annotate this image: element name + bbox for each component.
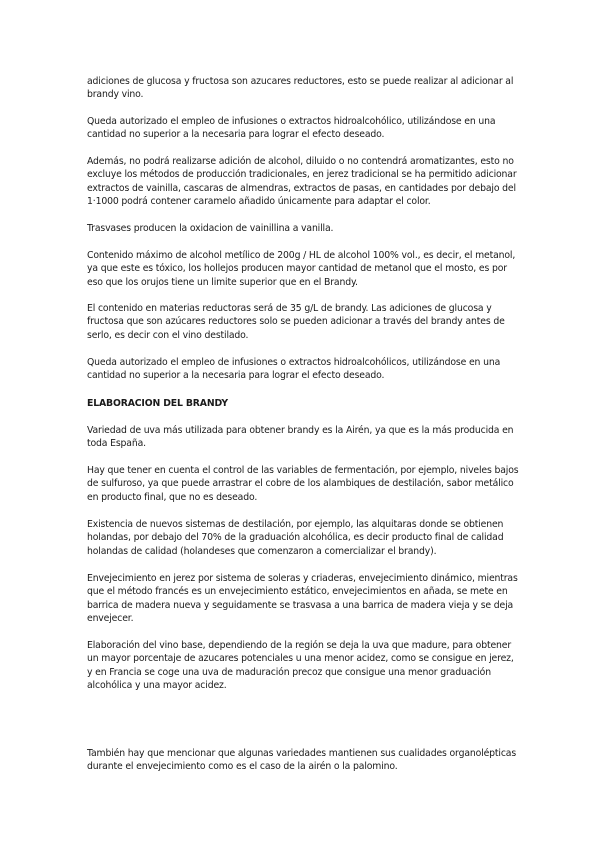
text-line: ya que este es tóxico, los hollejos producen mayor cantidad de metanol que el mosto, es por bbox=[87, 263, 507, 275]
text-line: brandy vino. bbox=[87, 89, 144, 101]
text-line: durante el envejecimiento como es el caso de la airén o la palomino. bbox=[87, 761, 398, 773]
text-line: que el método francés es un envejecimiento estático, envejecimientos en añada, se mete en bbox=[87, 586, 508, 598]
paragraph-reducing-matter bbox=[87, 302, 517, 342]
text-line: excluye los métodos de producción tradicionales, en jerez tradicional se ha permitido adicionar bbox=[87, 169, 517, 181]
text-line: Hay que tener en cuenta el control de las variables de fermentación, por ejemplo, niveles bajos bbox=[87, 465, 519, 476]
paragraph-varieties bbox=[87, 747, 517, 774]
text-line: Contenido máximo de alcohol metílico de 200g / HL de alcohol 100% vol., es decir, el metanol, bbox=[87, 250, 516, 261]
text-line: toda España. bbox=[87, 438, 146, 450]
text-line: eso que los orujos tiene un limite superior que en el Brandy. bbox=[87, 276, 358, 288]
paragraph-infusions-repeat bbox=[87, 356, 517, 383]
text-line: También hay que mencionar que algunas variedades mantienen sus cualidades organolépticas bbox=[87, 748, 517, 759]
paragraph-aging bbox=[87, 572, 517, 626]
text-line: holandas, por debajo del 70% de la graduación alcohólica, es decir producto final de calidad bbox=[87, 532, 504, 544]
text-line: Elaboración del vino base, dependiendo de la región se deja la uva que madure, para obtener bbox=[87, 640, 512, 651]
text-line: cantidad no superior a la necesaria para lograr el efecto deseado. bbox=[87, 370, 385, 382]
text-line: Variedad de uva más utilizada para obtener brandy es la Airén, ya que es la más producida en bbox=[87, 425, 514, 436]
text-line: El contenido en materias reductoras será de 35 g/L de brandy. Las adiciones de glucosa y bbox=[87, 303, 492, 314]
paragraph-methanol bbox=[87, 249, 517, 289]
paragraph-fermentation bbox=[87, 464, 517, 504]
text-line: alcohólica y una mayor acidez. bbox=[87, 680, 227, 692]
paragraph-alcohol-addition bbox=[87, 155, 517, 209]
paragraph-trasvases bbox=[87, 222, 517, 235]
text-line: Queda autorizado el empleo de infusiones o extractos hidroalcohólico, utilizándose en una bbox=[87, 116, 496, 127]
text-line: barrica de madera nueva y seguidamente se trasvasa a una barrica de madera vieja y se deja bbox=[87, 599, 514, 611]
text-line: en producto final, que no es deseado. bbox=[87, 491, 258, 503]
text-line: 1·1000 podrá contener caramelo añadido únicamente para adaptar el color. bbox=[87, 196, 431, 208]
text-line: de sulfuroso, ya que puede arrastrar el cobre de los alambiques de destilación, sabor metálico bbox=[87, 478, 514, 490]
text-line: Trasvases producen la oxidacion de vainillina a vanilla. bbox=[87, 223, 334, 234]
paragraph-distillation bbox=[87, 518, 517, 558]
paragraph-infusions bbox=[87, 115, 517, 142]
text-line: Queda autorizado el empleo de infusiones o extractos hidroalcohólicos, utilizándose en una bbox=[87, 357, 501, 368]
text-line: y en Francia se coge una uva de maduración precoz que consigue una menor graduación bbox=[87, 666, 491, 678]
text-line: fructosa que son azúcares reductores solo se pueden adicionar a través del brandy antes de bbox=[87, 316, 505, 328]
text-line: envejecer. bbox=[87, 613, 134, 625]
heading-text: ELABORACION DEL BRANDY bbox=[87, 398, 228, 409]
text-line: un mayor porcentaje de azucares potenciales u una menor acidez, como se consigue en jerez, bbox=[87, 653, 514, 665]
text-line: Además, no podrá realizarse adición de alcohol, diluido o no contendrá aromatizantes, esto no bbox=[87, 156, 514, 167]
text-line: extractos de vainilla, cascaras de almendras, extractos de pasas, en cantidades por debajo del bbox=[87, 182, 516, 194]
paragraph-reducing-sugars-intro bbox=[87, 75, 517, 102]
text-line: Existencia de nuevos sistemas de destilación, por ejemplo, las alquitaras donde se obtienen bbox=[87, 519, 504, 530]
text-line: Envejecimiento en jerez por sistema de soleras y criaderas, envejecimiento dinámico, mientras bbox=[87, 573, 518, 584]
section-heading-elaboracion bbox=[87, 397, 517, 410]
text-line: serlo, es decir con el vino destilado. bbox=[87, 329, 249, 341]
paragraph-grape-variety bbox=[87, 424, 517, 451]
text-line: holandas de calidad (holandeses que comenzaron a comercializar el brandy). bbox=[87, 545, 437, 557]
paragraph-base-wine bbox=[87, 639, 517, 693]
text-line: cantidad no superior a la necesaria para lograr el efecto deseado. bbox=[87, 129, 385, 141]
text-line: adiciones de glucosa y fructosa son azucares reductores, esto se puede realizar al adicionar al bbox=[87, 76, 514, 87]
